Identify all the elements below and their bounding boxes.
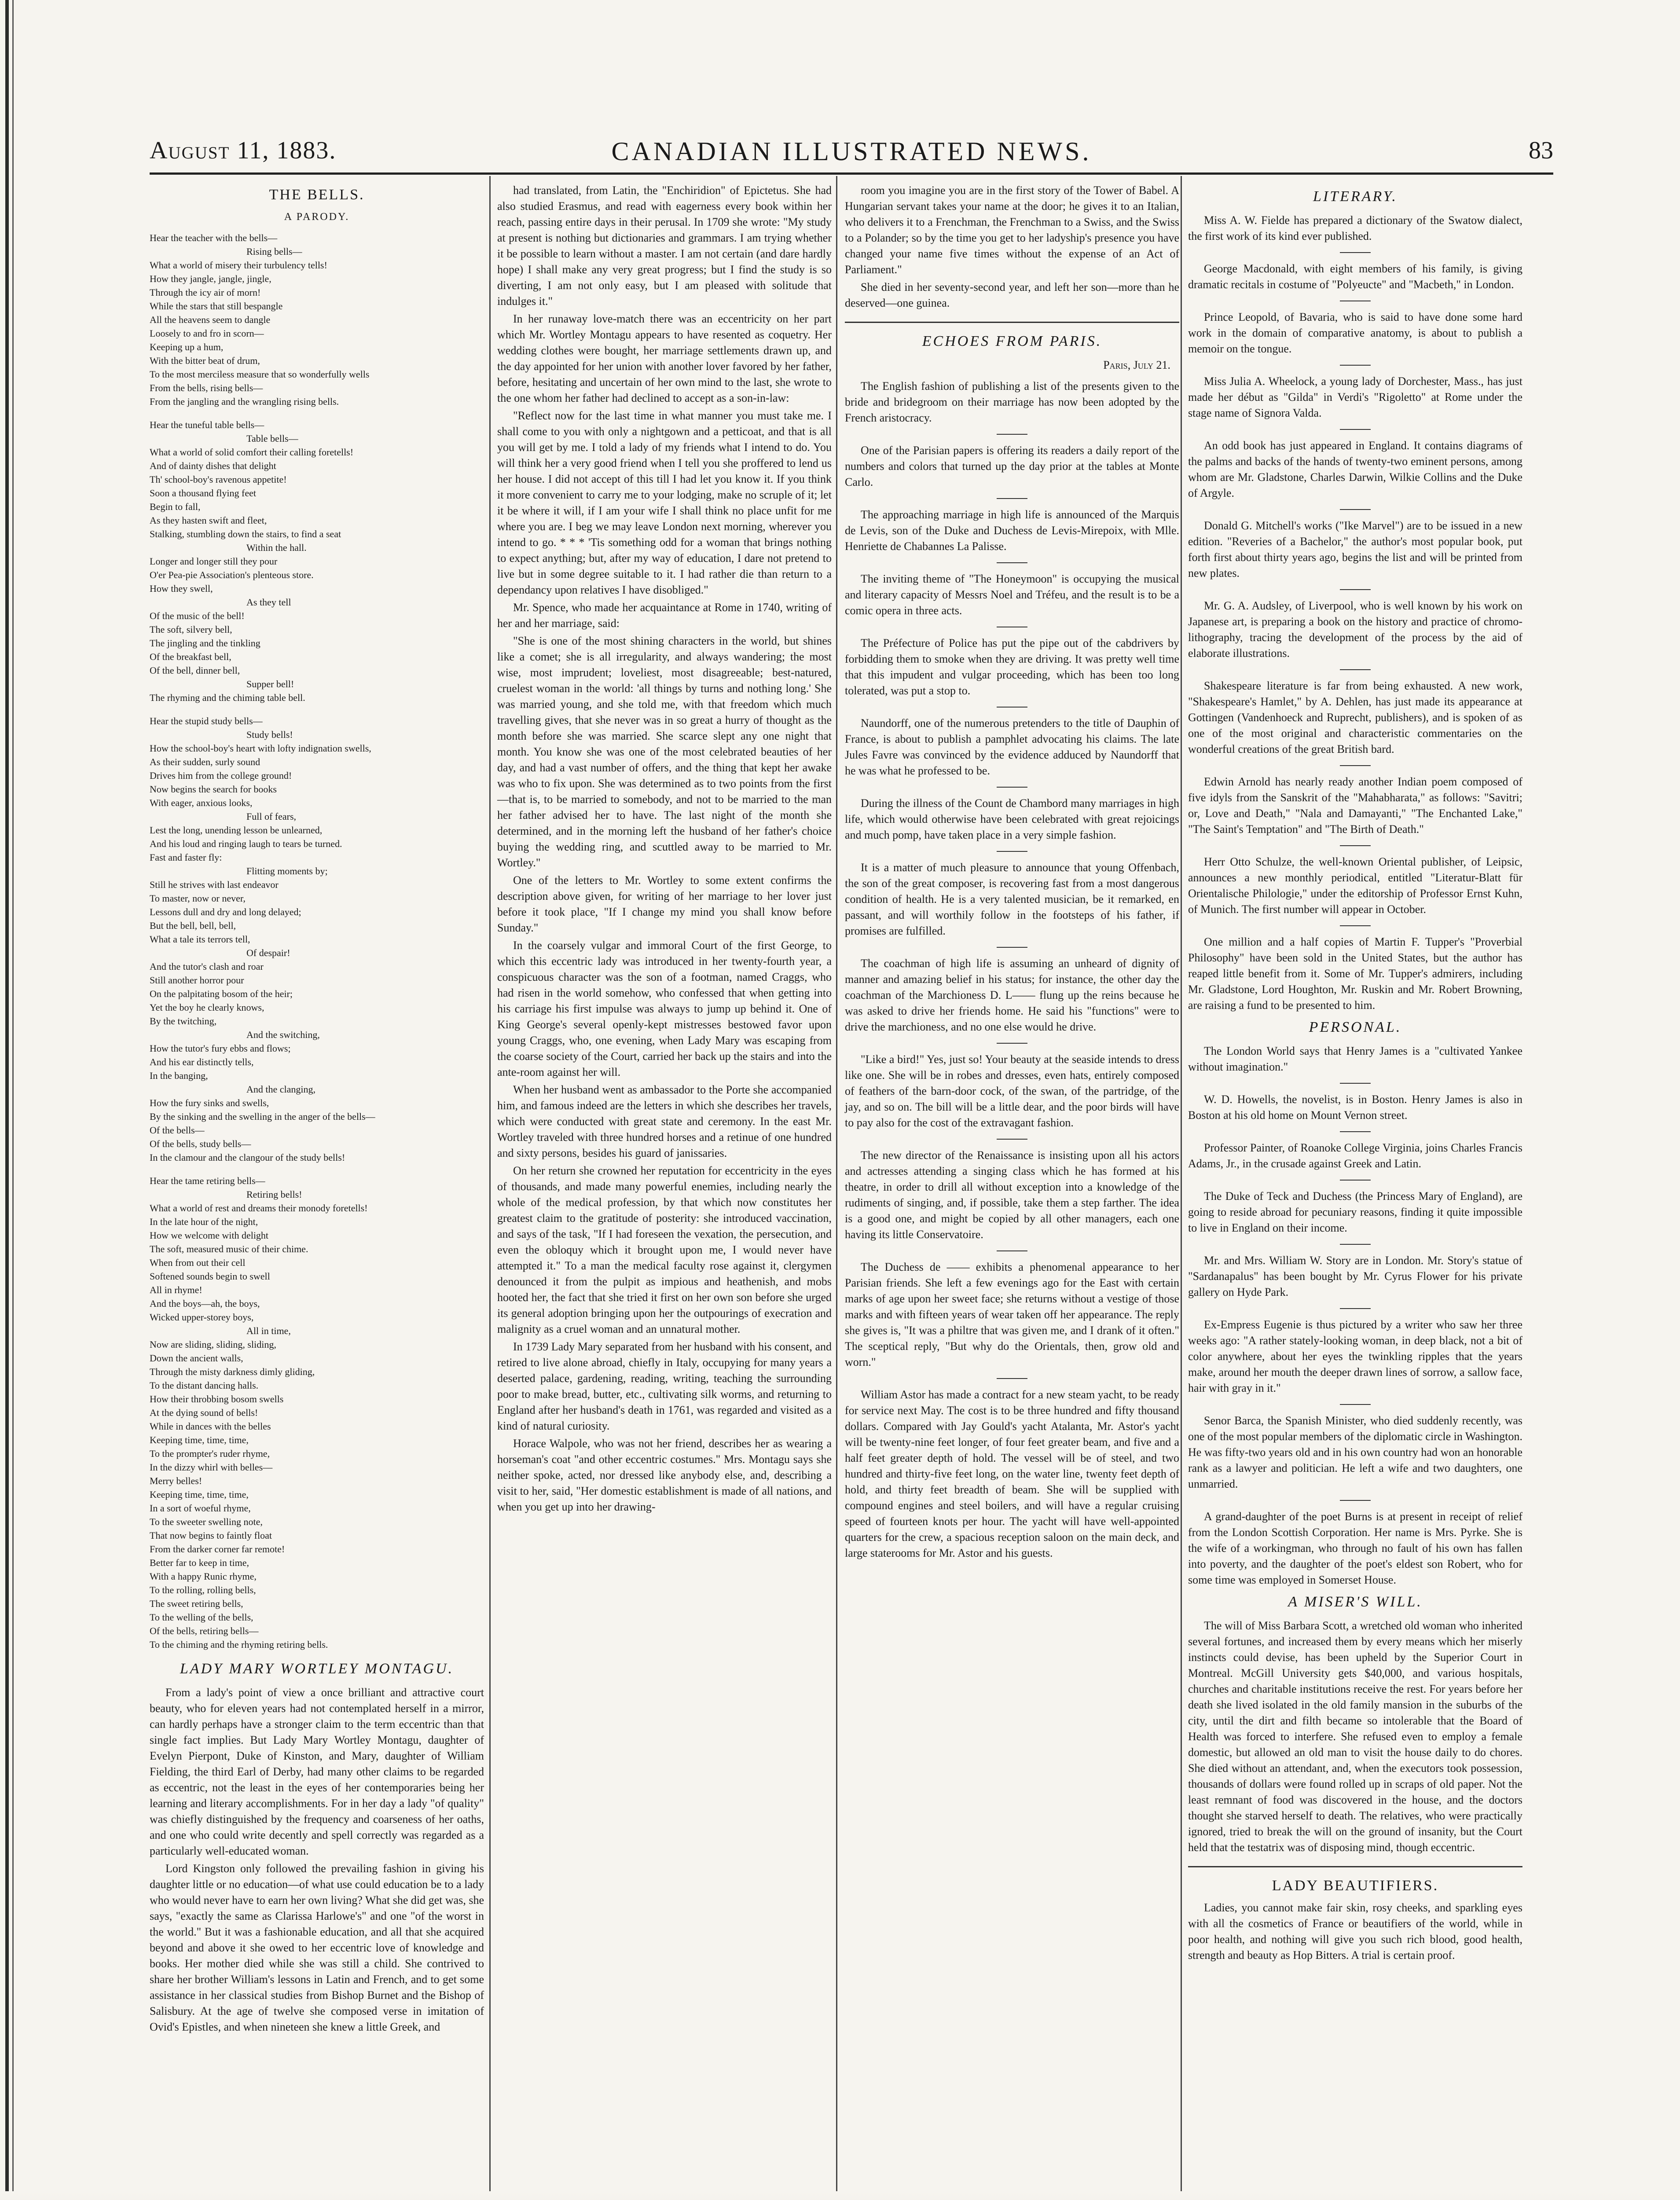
- news-item: During the illness of the Count de Chambord many marriages in high life, which would otherwise have been celebrated with great rejoicings and much pomp, have taken place in a very simple fashion.: [845, 797, 1179, 841]
- poem-line: The rhyming and the chiming table bell.: [150, 692, 305, 703]
- poem-line: The jingling and the tinkling: [150, 638, 260, 649]
- item-separator: [1340, 765, 1371, 766]
- news-item: George Macdonald, with eight members of his family, is giving dramatic recitals in costume of "Polyeucte" and "Macbeth," in London.: [1188, 262, 1522, 291]
- poem-line: How the fury sinks and swells,: [150, 1097, 269, 1108]
- news-item: W. D. Howells, the novelist, is in Boston. Henry James is also in Boston at his old home on Mount Vernon street.: [1188, 1093, 1522, 1122]
- echoes-items: [845, 378, 1179, 1561]
- poem-line: Yet the boy he clearly knows,: [150, 1002, 264, 1013]
- news-item: Ex-Empress Eugenie is thus pictured by a writer who saw her three weeks ago: "A rather stately-looking woman, in deep black, not a bit of color anywhere, about her eyes the twinkling ripples that the years make, around her mouth the deeper drawn lines of sorrow, a sallow face, hair with gray in it.": [1188, 1318, 1522, 1394]
- poem-line: Through the icy air of morn!: [150, 287, 261, 298]
- item-separator: [997, 1378, 1027, 1379]
- poem-line: To the prompter's ruder rhyme,: [150, 1448, 270, 1459]
- page-binding-edge-inner: [12, 0, 14, 2200]
- poem-line: Lessons dull and dry and long delayed;: [150, 906, 301, 917]
- poem-line: Hear the stupid study bells—: [150, 715, 263, 726]
- news-item: A grand-daughter of the poet Burns is at present in receipt of relief from the London Scottish Corporation. Her name is Mrs. Pyrke. She is the wife of a workingman, who through no fault of his own has fallen into poverty, and the daughter of the poet's eldest son Robert, who for some time was employed in Somerset House.: [1188, 1510, 1522, 1586]
- poem-line: Begin to fall,: [150, 501, 201, 512]
- poem-line: Wicked upper-storey boys,: [150, 1312, 254, 1323]
- news-item: The Préfecture of Police has put the pipe out of the cabdrivers by forbidding them to smoke when they are driving. It was pretty well time that this impudent and vulgar proceeding, which has been too long tolerated, was put a stop to.: [845, 637, 1179, 697]
- poem-line: And the boys—ah, the boys,: [150, 1298, 260, 1309]
- poem-line: Flitting moments by;: [246, 865, 328, 876]
- item-separator: [997, 851, 1027, 852]
- article-paragraph: In 1739 Lady Mary separated from her husband with his consent, and retired to live alone abroad, chiefly in Italy, occupying for many years a deserted palace, gardening, reading, writing, teaching the surrounding poor to make bread, butter, etc., cultivating silk worms, and returning to England after her husband's death in 1761, was regarded and visited as a kind of natural curiosity.: [497, 1340, 832, 1432]
- personal-title: PERSONAL.: [1309, 1019, 1402, 1035]
- news-item: Herr Otto Schulze, the well-known Oriental publisher, of Leipsic, announces a new monthly periodical, entitled "Literatur-Blatt für Orientalische Philologie," under the editorship of Professor Ernst Kuhn, of Munich. The first number will appear in October.: [1188, 855, 1522, 916]
- item-separator: [997, 1250, 1027, 1251]
- column-4: [1188, 183, 1522, 1965]
- lmwm-article-continued: [497, 183, 832, 1515]
- beautifiers-paragraph: Ladies, you cannot make fair skin, rosy cheeks, and sparkling eyes with all the cosmetics of France or beautifiers of the world, while in poor health, and nothing will give you such rich blood, good health, strength and beauty as Hop Bitters. A trial is certain proof.: [1188, 1901, 1522, 1962]
- section-rule: [1188, 1866, 1522, 1867]
- news-item: "Like a bird!" Yes, just so! Your beauty at the seaside intends to dress like one. She will be in robes and dresses, even hats, entirely composed of feathers of the barn-door cock, of the swan, of the partridge, of the jay, and so on. The bill will be a little dear, and the poor birds will have to pay also for the cost of the extravagant fashion.: [845, 1053, 1179, 1129]
- column-rule: [489, 176, 491, 2200]
- poem-line: How their throbbing bosom swells: [150, 1393, 284, 1404]
- item-separator: [997, 707, 1027, 708]
- poem-line: Th' school-boy's ravenous appetite!: [150, 474, 287, 485]
- page-number: 83: [1529, 137, 1553, 164]
- poem-line: What a world of solid comfort their calling foretells!: [150, 447, 354, 458]
- poem-line: Better far to keep in time,: [150, 1557, 249, 1568]
- poem-line: To the distant dancing halls.: [150, 1380, 259, 1391]
- poem-line: With the bitter beat of drum,: [150, 355, 260, 366]
- issue-date: August 11, 1883.: [150, 137, 337, 164]
- news-item: William Astor has made a contract for a new steam yacht, to be ready for service next May. The cost is to be three hundred and fifty thousand dollars. Compared with Jay Gould's yacht Atalanta, Mr. Astor's yacht will be twenty-nine feet longer, of four feet greater beam, and five and a half feet greater depth of hold. The vessel will be of steel, and two hundred and thirty-five feet long, on the water line, twenty feet depth of hold, and thirty feet breadth of beam. She will be supplied with compound engines and steel boilers, and will have a regular cruising speed of fourteen knots per hour. The yacht will have well-appointed quarters for the crew, a spacious reception saloon on the main deck, and large staterooms for Mr. Astor and his guests.: [845, 1388, 1179, 1559]
- poem-line: In the clamour and the clangour of the study bells!: [150, 1152, 345, 1163]
- poem-line: Keeping time, time, time,: [150, 1489, 249, 1500]
- poem-line: Merry belles!: [150, 1475, 202, 1486]
- poem-line: Study bells!: [246, 729, 293, 740]
- lmwm-article: [150, 1685, 484, 2035]
- news-item: The Duke of Teck and Duchess (the Princess Mary of England), are going to reside abroad for pecuniary reasons, finding it quite impossible to live in England on their income.: [1188, 1190, 1522, 1234]
- poem-line: Full of fears,: [246, 811, 297, 822]
- news-item: Prince Leopold, of Bavaria, who is said to have done some hard work in the domain of comparative anatomy, is about to publish a memoir on the tongue.: [1188, 311, 1522, 355]
- poem-line: To the most merciless measure that so wonderfully wells: [150, 369, 370, 380]
- poem-line: While in dances with the belles: [150, 1421, 271, 1432]
- poem-line: And of dainty dishes that delight: [150, 460, 276, 471]
- column-1: [150, 183, 484, 2037]
- poem-line: And his loud and ringing laugh to tears be turned.: [150, 838, 342, 849]
- news-item: The English fashion of publishing a list of the presents given to the bride and bridegroom on their marriage has now been adopted by the French aristocracy.: [845, 380, 1179, 424]
- news-item: The inviting theme of "The Honeymoon" is occupying the musical and literary capacity of Messrs Noel and Tréfeu, and the result is to be a comic opera in three acts.: [845, 572, 1179, 617]
- item-separator: [1340, 925, 1371, 926]
- poem-line: Keeping time, time, time,: [150, 1434, 249, 1445]
- article-paragraph: Horace Walpole, who was not her friend, describes her as wearing a horseman's coat "and other eccentric costumes." Mrs. Montagu says she neither spoke, acted, nor dressed like anybody else, and, describing a visit to her, said, "Her domestic establishment is made of all nations, and when you get up into her drawing-: [497, 1437, 832, 1513]
- poem-stanza: [150, 714, 484, 1164]
- news-item: Donald G. Mitchell's works ("Ike Marvel") are to be issued in a new edition. "Reveries of a Bachelor," the author's most popular book, put forth first about thirty years ago, begins the list and will be printed from new plates.: [1188, 519, 1522, 579]
- poem-line: Hear the teacher with the bells—: [150, 232, 278, 243]
- item-separator: [997, 498, 1027, 499]
- poem-line: From the bells, rising bells—: [150, 382, 263, 393]
- poem-line: Stalking, stumbling down the stairs, to find a seat: [150, 528, 341, 539]
- poem-stanza: [150, 1174, 484, 1651]
- poem-line: By the twitching,: [150, 1016, 217, 1027]
- poem-line: To the rolling, rolling bells,: [150, 1584, 256, 1595]
- poem-line: Keeping up a hum,: [150, 341, 224, 352]
- poem-line: The soft, measured music of their chime.: [150, 1243, 308, 1254]
- item-separator: [1340, 429, 1371, 430]
- item-separator: [1340, 1131, 1371, 1132]
- poem-line: Longer and longer still they pour: [150, 556, 278, 567]
- masthead-rule: [150, 172, 1553, 175]
- item-separator: [997, 787, 1027, 788]
- poem-line: O'er Pea-pie Association's plenteous store.: [150, 569, 314, 580]
- poem-line: Of the bells—: [150, 1125, 205, 1136]
- poem-line: The soft, silvery bell,: [150, 624, 232, 635]
- poem-line: From the darker corner far remote!: [150, 1544, 285, 1555]
- poem-line: Now are sliding, sliding, sliding,: [150, 1339, 276, 1350]
- poem-line: The sweet retiring bells,: [150, 1598, 243, 1609]
- poem-line: Within the hall.: [246, 542, 307, 553]
- poem-line: While the stars that still bespangle: [150, 301, 283, 312]
- poem-line: All in time,: [246, 1325, 291, 1336]
- poem-line: But the bell, bell, bell,: [150, 920, 236, 931]
- poem-line: And the tutor's clash and roar: [150, 961, 264, 972]
- poem-line: That now begins to faintly float: [150, 1530, 272, 1541]
- news-item: It is a matter of much pleasure to announce that young Offenbach, the son of the great composer, is recovering fast from a most dangerous condition of health. He is a very talented musician, be it remarked, en passant, and will worthily follow in the footsteps of his father, if promises are fulfilled.: [845, 861, 1179, 937]
- item-separator: [997, 562, 1027, 563]
- section-rule: [845, 322, 1179, 323]
- article-paragraph: had translated, from Latin, the "Enchiridion" of Epictetus. She had also studied Erasmus, and read with eagerness every book within her reach, passing entire days in their perusal. In 1709 she wrote: "My study at present is nothing but dictionaries and grammars. I am trying whether it be possible to learn without a master. I am not certain (and dare hardly hope) I shall make any very great progress; but I find the study is so diverting, I am not only easy, but I am pleased with solitude that indulges it.": [497, 184, 832, 308]
- poem-line: Loosely to and fro in scorn—: [150, 328, 264, 339]
- poem-line: To master, now or never,: [150, 893, 246, 904]
- poem-line: Of the bell, dinner bell,: [150, 665, 240, 676]
- poem-line: Still he strives with last endeavor: [150, 879, 279, 890]
- item-separator: [1340, 589, 1371, 590]
- miser-paragraph: The will of Miss Barbara Scott, a wretched old woman who inherited several fortunes, and increased them by every means which her miserly instincts could devise, has been upheld by the Superior Court in Montreal. McGill University gets $40,000, and various hospitals, churches and charitable institutions receive the rest. For years before her death she lived isolated in the old family mansion in the suburbs of the city, until the dirt and filth became so intolerable that the Board of Health was forced to interfere. She refused even to employ a female domestic, but allowed an old man to visit the house daily to do chores. She died without an attendant, and, when the executors took possession, thousands of dollars were found rolled up in scraps of old paper. Not the least remnant of food was discovered in the house, and the doctors thought she starved herself to death. The relatives, who were practically ignored, tried to break the will on the ground of insanity, but the Court held that the testatrix was of disposing mind, though eccentric.: [1188, 1619, 1522, 1854]
- news-item: The coachman of high life is assuming an unheard of dignity of manner and amazing belief in his status; for instance, the other day the coachman of the Marchioness D. L—— flung up the reins because he was asked to drive her friends home. He said his "functions" were to drive the marchioness, and no one else would he drive.: [845, 957, 1179, 1033]
- article-paragraph: One of the letters to Mr. Wortley to some extent confirms the description above given, for writing of her marriage to her lover just before it took place, "If I change my mind you shall know before Sunday.": [497, 874, 832, 934]
- poem-line: What a world of misery their turbulency tells!: [150, 260, 327, 271]
- poem-line: To the chiming and the rhyming retiring bells.: [150, 1639, 328, 1650]
- poem-line: Of the music of the bell!: [150, 610, 245, 621]
- poem-line: To the sweeter swelling note,: [150, 1516, 263, 1527]
- poem-line: Now begins the search for books: [150, 784, 277, 795]
- poem-line: All the heavens seem to dangle: [150, 314, 271, 325]
- poem-line: What a world of rest and dreams their monody foretells!: [150, 1203, 368, 1214]
- poem-line: How they jangle, jangle, jingle,: [150, 273, 271, 284]
- item-separator: [1340, 1083, 1371, 1084]
- item-separator: [1340, 1180, 1371, 1181]
- bells-subtitle: A PARODY.: [284, 211, 350, 223]
- poem-line: As their sudden, surly sound: [150, 756, 260, 767]
- literary-items: [1188, 213, 1522, 1013]
- article-paragraph: On her return she crowned her reputation for eccentricity in the eyes of thousands, and made many powerful enemies, including nearly the whole of the medical profession, by that which now constitutes her greatest claim to the gratitude of posterity: she introduced vaccination, and says of the task, "If I had foreseen the vexation, the persecution, and even the obloquy which it brought upon me, I would never have attempted it." To a man the medical faculty rose against it, clergymen denounced it from the pulpit as impious and heathenish, and mobs hooted her, the fact that she tried it first on her own son before she urged its general adoption bringing upon her the outpourings of execration and malignity as a cruel woman and an unnatural mother.: [497, 1164, 832, 1335]
- poem-line: And the switching,: [246, 1029, 320, 1040]
- poem-line: Of despair!: [246, 947, 290, 958]
- page-binding-edge: [5, 0, 9, 2200]
- news-item: The new director of the Renaissance is insisting upon all his actors and actresses attending a singing class which he has formed at his theatre, in order to drill all without exception into a knowledge of the rudiments of singing, and, if possible, take them a step farther. The idea is a good one, and might be copied by all other managers, each one having its little Conservatoire.: [845, 1149, 1179, 1241]
- page-bottom-shadow: [0, 2191, 1680, 2200]
- poem-line: Fast and faster fly:: [150, 852, 222, 863]
- poem-line: Retiring bells!: [246, 1189, 302, 1200]
- news-item: Miss Julia A. Wheelock, a young lady of Dorchester, Mass., has just made her début as "Gilda" in Verdi's "Rigoletto" at Rome under the stage name of Signora Valda.: [1188, 375, 1522, 419]
- news-item: The London World says that Henry James is a "cultivated Yankee without imagination.": [1188, 1045, 1522, 1073]
- beautifiers-title: LADY BEAUTIFIERS.: [1272, 1877, 1439, 1894]
- poem-line: Hear the tame retiring bells—: [150, 1175, 265, 1186]
- item-separator: [1340, 365, 1371, 366]
- bells-poem: [150, 231, 484, 1651]
- newspaper-title: CANADIAN ILLUSTRATED NEWS.: [611, 137, 1092, 166]
- item-separator: [1340, 1500, 1371, 1501]
- column-rule: [836, 176, 837, 2200]
- poem-line: Through the misty darkness dimly gliding,: [150, 1366, 315, 1377]
- item-separator: [1340, 845, 1371, 846]
- article-paragraph: She died in her seventy-second year, and left her son—more than he deserved—one guinea.: [845, 281, 1179, 309]
- item-separator: [997, 1139, 1027, 1140]
- bells-title: THE BELLS.: [269, 187, 365, 203]
- poem-line: When from out their cell: [150, 1257, 246, 1268]
- poem-line: Still another horror pour: [150, 975, 244, 986]
- article-paragraph: "She is one of the most shining characters in the world, but shines like a comet; she is all irregularity, and always wandering; the most wise, most imprudent; loveliest, most disagreeable; best-natured, cruelest woman in the world: 'all things by turns and nothing long.' She was married young, and she told me, with that freedom which much travelling gives, that she never was in so great a hurry of thought as the month before she was married. She scarce slept any one night that month. You know she was one of the most celebrated beauties of her day, and had a vast number of offers, and the thing that kept her awake was who to fix upon. She was determined as to two points from the first—that is, to be married to somebody, and not to be married to the man her father advised her to have. The last night of the month she determined, and in the morning left the husband of her father's choice buying the wedding ring, and scuttled away to be married to Mr. Wortley.": [497, 634, 832, 869]
- poem-line: In the dizzy whirl with belles—: [150, 1462, 273, 1473]
- poem-line: Soon a thousand flying feet: [150, 488, 256, 499]
- news-item: Senor Barca, the Spanish Minister, who died suddenly recently, was one of the most popular members of the diplomatic circle in Washington. He was fifty-two years old and in his own country had won an honorable rank as a lawyer and politician. He left a wife and two daughters, one unmarried.: [1188, 1414, 1522, 1490]
- item-separator: [1340, 1244, 1371, 1245]
- item-separator: [1340, 1308, 1371, 1309]
- poem-line: With eager, anxious looks,: [150, 797, 253, 808]
- poem-stanza: [150, 231, 484, 408]
- poem-line: At the dying sound of bells!: [150, 1407, 258, 1418]
- news-item: The approaching marriage in high life is announced of the Marquis de Levis, son of the Duke and Duchess de Levis-Mirepoix, with Mlle. Henriette de Chabannes La Palisse.: [845, 508, 1179, 553]
- news-item: Mr. G. A. Audsley, of Liverpool, who is well known by his work on Japanese art, is preparing a book on the history and practice of chromo-lithography, tracing the development of the process by the aid of elaborate illustrations.: [1188, 599, 1522, 660]
- poem-line: And the clanging,: [246, 1084, 316, 1095]
- poem-line: Rising bells—: [246, 246, 302, 257]
- poem-line: Supper bell!: [246, 678, 294, 689]
- personal-items: [1188, 1043, 1522, 1588]
- poem-line: And his ear distinctly tells,: [150, 1056, 254, 1067]
- news-item: Shakespeare literature is far from being exhausted. A new work, "Shakespeare's Hamlet," by A. Dehlen, has just made its appearance at Gottingen (Vandenhoeck and Ruprecht, publishers), and is spoken of as one of the most original and characteristic commentaries on the wonderful creations of the great British bard.: [1188, 679, 1522, 755]
- article-paragraph: From a lady's point of view a once brilliant and attractive court beauty, who for eleven years had not contemplated herself in a mirror, can hardly perhaps have a stronger claim to the term eccentric than that single fact implies. But Lady Mary Wortley Montagu, daughter of Evelyn Pierpont, Duke of Kinston, and Mary, daughter of William Fielding, the third Earl of Derby, had many other claims to be regarded as eccentric, not the least in the eyes of her contemporaries being her learning and literary accomplishments. For in her day a lady "of quality" was chiefly distinguished by the frequency and coarseness of her oaths, and one who could write decently and spell correctly was regarded as a particularly well-educated woman.: [150, 1686, 484, 1857]
- article-paragraph: Mr. Spence, who made her acquaintance at Rome in 1740, writing of her and her marriage, said:: [497, 601, 832, 630]
- miser-title: A MISER'S WILL.: [1288, 1594, 1423, 1610]
- article-paragraph: In the coarsely vulgar and immoral Court of the first George, to which this eccentric lady was introduced in her twenty-fourth year, a conspicuous character was the son of a footman, named Craggs, who had risen in the world somehow, who confessed that when getting into his carriage his first impulse was always to jump up behind it. One of King George's several openly-kept mistresses bestowed favor upon young Craggs, who, one evening, when Lady Mary was escaping from the coarse society of the Court, carried her back up the stairs and into the ante-room against her will.: [497, 939, 832, 1078]
- poem-line: By the sinking and the swelling in the anger of the bells—: [150, 1111, 375, 1122]
- masthead: [150, 136, 1553, 176]
- news-item: Edwin Arnold has nearly ready another Indian poem composed of five idyls from the Sanskrit of the "Mahabharata," as follows: "Savitri; or, Love and Death," "Nala and Damayanti," "The Enchanted Lake," "The Saint's Temptation" and "The Birth of Death.": [1188, 775, 1522, 836]
- echoes-title: ECHOES FROM PARIS.: [922, 333, 1102, 349]
- item-separator: [997, 434, 1027, 435]
- poem-line: To the welling of the bells,: [150, 1612, 253, 1623]
- poem-line: In the banging,: [150, 1070, 208, 1081]
- news-item: Naundorff, one of the numerous pretenders to the title of Dauphin of France, is about to publish a pamphlet advocating his claims. The late Jules Favre was convinced by the evidence adduced by Naundorff that he was what he professed to be.: [845, 717, 1179, 777]
- news-item: Miss A. W. Fielde has prepared a dictionary of the Swatow dialect, the first work of its kind ever published.: [1188, 214, 1522, 242]
- article-paragraph: In her runaway love-match there was an eccentricity on her part which Mr. Wortley Montagu appears to have resented as coquetry. Her wedding clothes were bought, her marriage settlements drawn up, and the day appointed for her union with another lover favored by her father, before, hesitating and uncertain of her own mind to the last, she wrote to the one whom her father had declined to accept as a son-in-law:: [497, 312, 832, 404]
- poem-line: Hear the tuneful table bells—: [150, 419, 264, 430]
- item-separator: [1340, 252, 1371, 253]
- poem-line: How they swell,: [150, 583, 213, 594]
- poem-line: All in rhyme!: [150, 1284, 202, 1295]
- poem-line: How we welcome with delight: [150, 1230, 269, 1241]
- article-paragraph: "Reflect now for the last time in what manner you must take me. I shall come to you with only a nightgown and a petticoat, and that is all you will get by me. I told a lady of my friends what I intend to do. You will think her a very good friend when I tell you she proffered to lend us her house. I did not accept of this till I had let you know it. If you think it more convenient to carry me to your lodging, make no scruple of it; let it be where it will, if I am your wife I shall think no place unfit for me where you are. I beg we may leave London next morning, wherever you intend to go. * * * 'Tis something odd for a woman that brings nothing to expect anything; but, after my way of education, I dare not pretend to live but in some degree suitable to it. I had rather die than return to a dependancy upon relatives I have disobliged.": [497, 409, 832, 596]
- poem-line: As they hasten swift and fleet,: [150, 515, 267, 526]
- article-paragraph: When her husband went as ambassador to the Porte she accompanied him, and famous indeed are the letters in which she describes her travels, which were conducted with great state and ceremony. In the east Mr. Wortley traveled with three hundred horses and a retinue of one hundred and sixty persons, besides his guard of janissaries.: [497, 1083, 832, 1159]
- poem-line: How the school-boy's heart with lofty indignation swells,: [150, 743, 371, 754]
- literary-title: LITERARY.: [1313, 188, 1398, 205]
- poem-line: In the late hour of the night,: [150, 1216, 258, 1227]
- lmwm-title: LADY MARY WORTLEY MONTAGU.: [180, 1661, 454, 1677]
- poem-line: In a sort of woeful rhyme,: [150, 1503, 251, 1514]
- news-item: One of the Parisian papers is offering its readers a daily report of the numbers and colors that turned up the day prior at the tables at Monte Carlo.: [845, 444, 1179, 488]
- poem-line: Lest the long, unending lesson be unlearned,: [150, 825, 323, 836]
- column-2: [497, 183, 832, 1517]
- news-item: One million and a half copies of Martin F. Tupper's "Proverbial Philosophy" have been sold in the United States, but the author has reaped little benefit from it. Some of Mr. Tupper's admirers, including Mr. Gladstone, Lord Houghton, Mr. Ruskin and Mr. Robert Browning, are raising a fund to be presented to him.: [1188, 935, 1522, 1012]
- poem-line: Of the bells, retiring bells—: [150, 1625, 259, 1636]
- poem-line: On the palpitating bosom of the heir;: [150, 988, 293, 999]
- article-paragraph: Lord Kingston only followed the prevailing fashion in giving his daughter little or no education—of what use could education be to a lady who would never have to earn her own living? What she did get was, she says, "exactly the same as Clarissa Harlowe's" and one "of the worst in the world." But it was a fashionable education, and all that she acquired beyond and above it she owed to her eccentric love of knowledge and books. Her mother died while she was still a child. She contrived to share her brother William's lessons in Latin and French, and to get some assistance in her classical studies from Bishop Burnet and the Bishop of Salisbury. At the age of twelve she composed verse in imitation of Ovid's Epistles, and when nineteen she knew a little Greek, and: [150, 1862, 484, 2033]
- poem-line: Down the ancient walls,: [150, 1353, 243, 1364]
- item-separator: [997, 947, 1027, 948]
- item-separator: [1340, 1404, 1371, 1405]
- poem-line: From the jangling and the wrangling rising bells.: [150, 396, 339, 407]
- poem-line: Drives him from the college ground!: [150, 770, 292, 781]
- poem-stanza: [150, 418, 484, 704]
- news-item: The Duchess de —— exhibits a phenomenal appearance to her Parisian friends. She left a few evenings ago for the East with certain marks of age upon her sweet face; she returns without a vestige of those marks and with fifteen years of wear taken off her appearance. The reply she gives is, "It was a philtre that was given me, and I drank of it often." The sceptical reply, "But why do the Orientals, then, grow old and worn.": [845, 1261, 1179, 1368]
- poem-line: Of the breakfast bell,: [150, 651, 231, 662]
- article-paragraph: room you imagine you are in the first story of the Tower of Babel. A Hungarian servant takes your name at the door; he gives it to an Italian, who delivers it to a Frenchman, the Frenchman to a Swiss, and the Swiss to a Polander; so by the time you get to her ladyship's presence you have changed your name five times without the expense of an Act of Parliament.": [845, 184, 1179, 276]
- item-separator: [1340, 669, 1371, 670]
- echoes-dateline: Paris, July 21.: [1103, 359, 1170, 371]
- column-3: [845, 183, 1179, 1563]
- news-item: Professor Painter, of Roanoke College Virginia, joins Charles Francis Adams, Jr., in the crusade against Greek and Latin.: [1188, 1141, 1522, 1170]
- poem-line: What a tale its terrors tell,: [150, 934, 250, 945]
- poem-line: How the tutor's fury ebbs and flows;: [150, 1043, 291, 1054]
- column-rule: [1181, 176, 1182, 2200]
- poem-line: With a happy Runic rhyme,: [150, 1571, 257, 1582]
- poem-line: As they tell: [246, 597, 291, 608]
- item-separator: [997, 1043, 1027, 1044]
- lmwm-article-end: [845, 183, 1179, 311]
- news-item: Mr. and Mrs. William W. Story are in London. Mr. Story's statue of "Sardanapalus" has been bought by Mr. Cyrus Flower for his private gallery on Hyde Park.: [1188, 1254, 1522, 1298]
- item-separator: [1340, 509, 1371, 510]
- poem-line: Of the bells, study bells—: [150, 1138, 251, 1149]
- poem-line: Softened sounds begin to swell: [150, 1271, 270, 1282]
- news-item: An odd book has just appeared in England. It contains diagrams of the palms and backs of the hands of twenty-two eminent persons, among whom are Mr. Gladstone, Charles Darwin, Wilkie Collins and the Duke of Argyle.: [1188, 439, 1522, 499]
- poem-line: Table bells—: [246, 433, 298, 444]
